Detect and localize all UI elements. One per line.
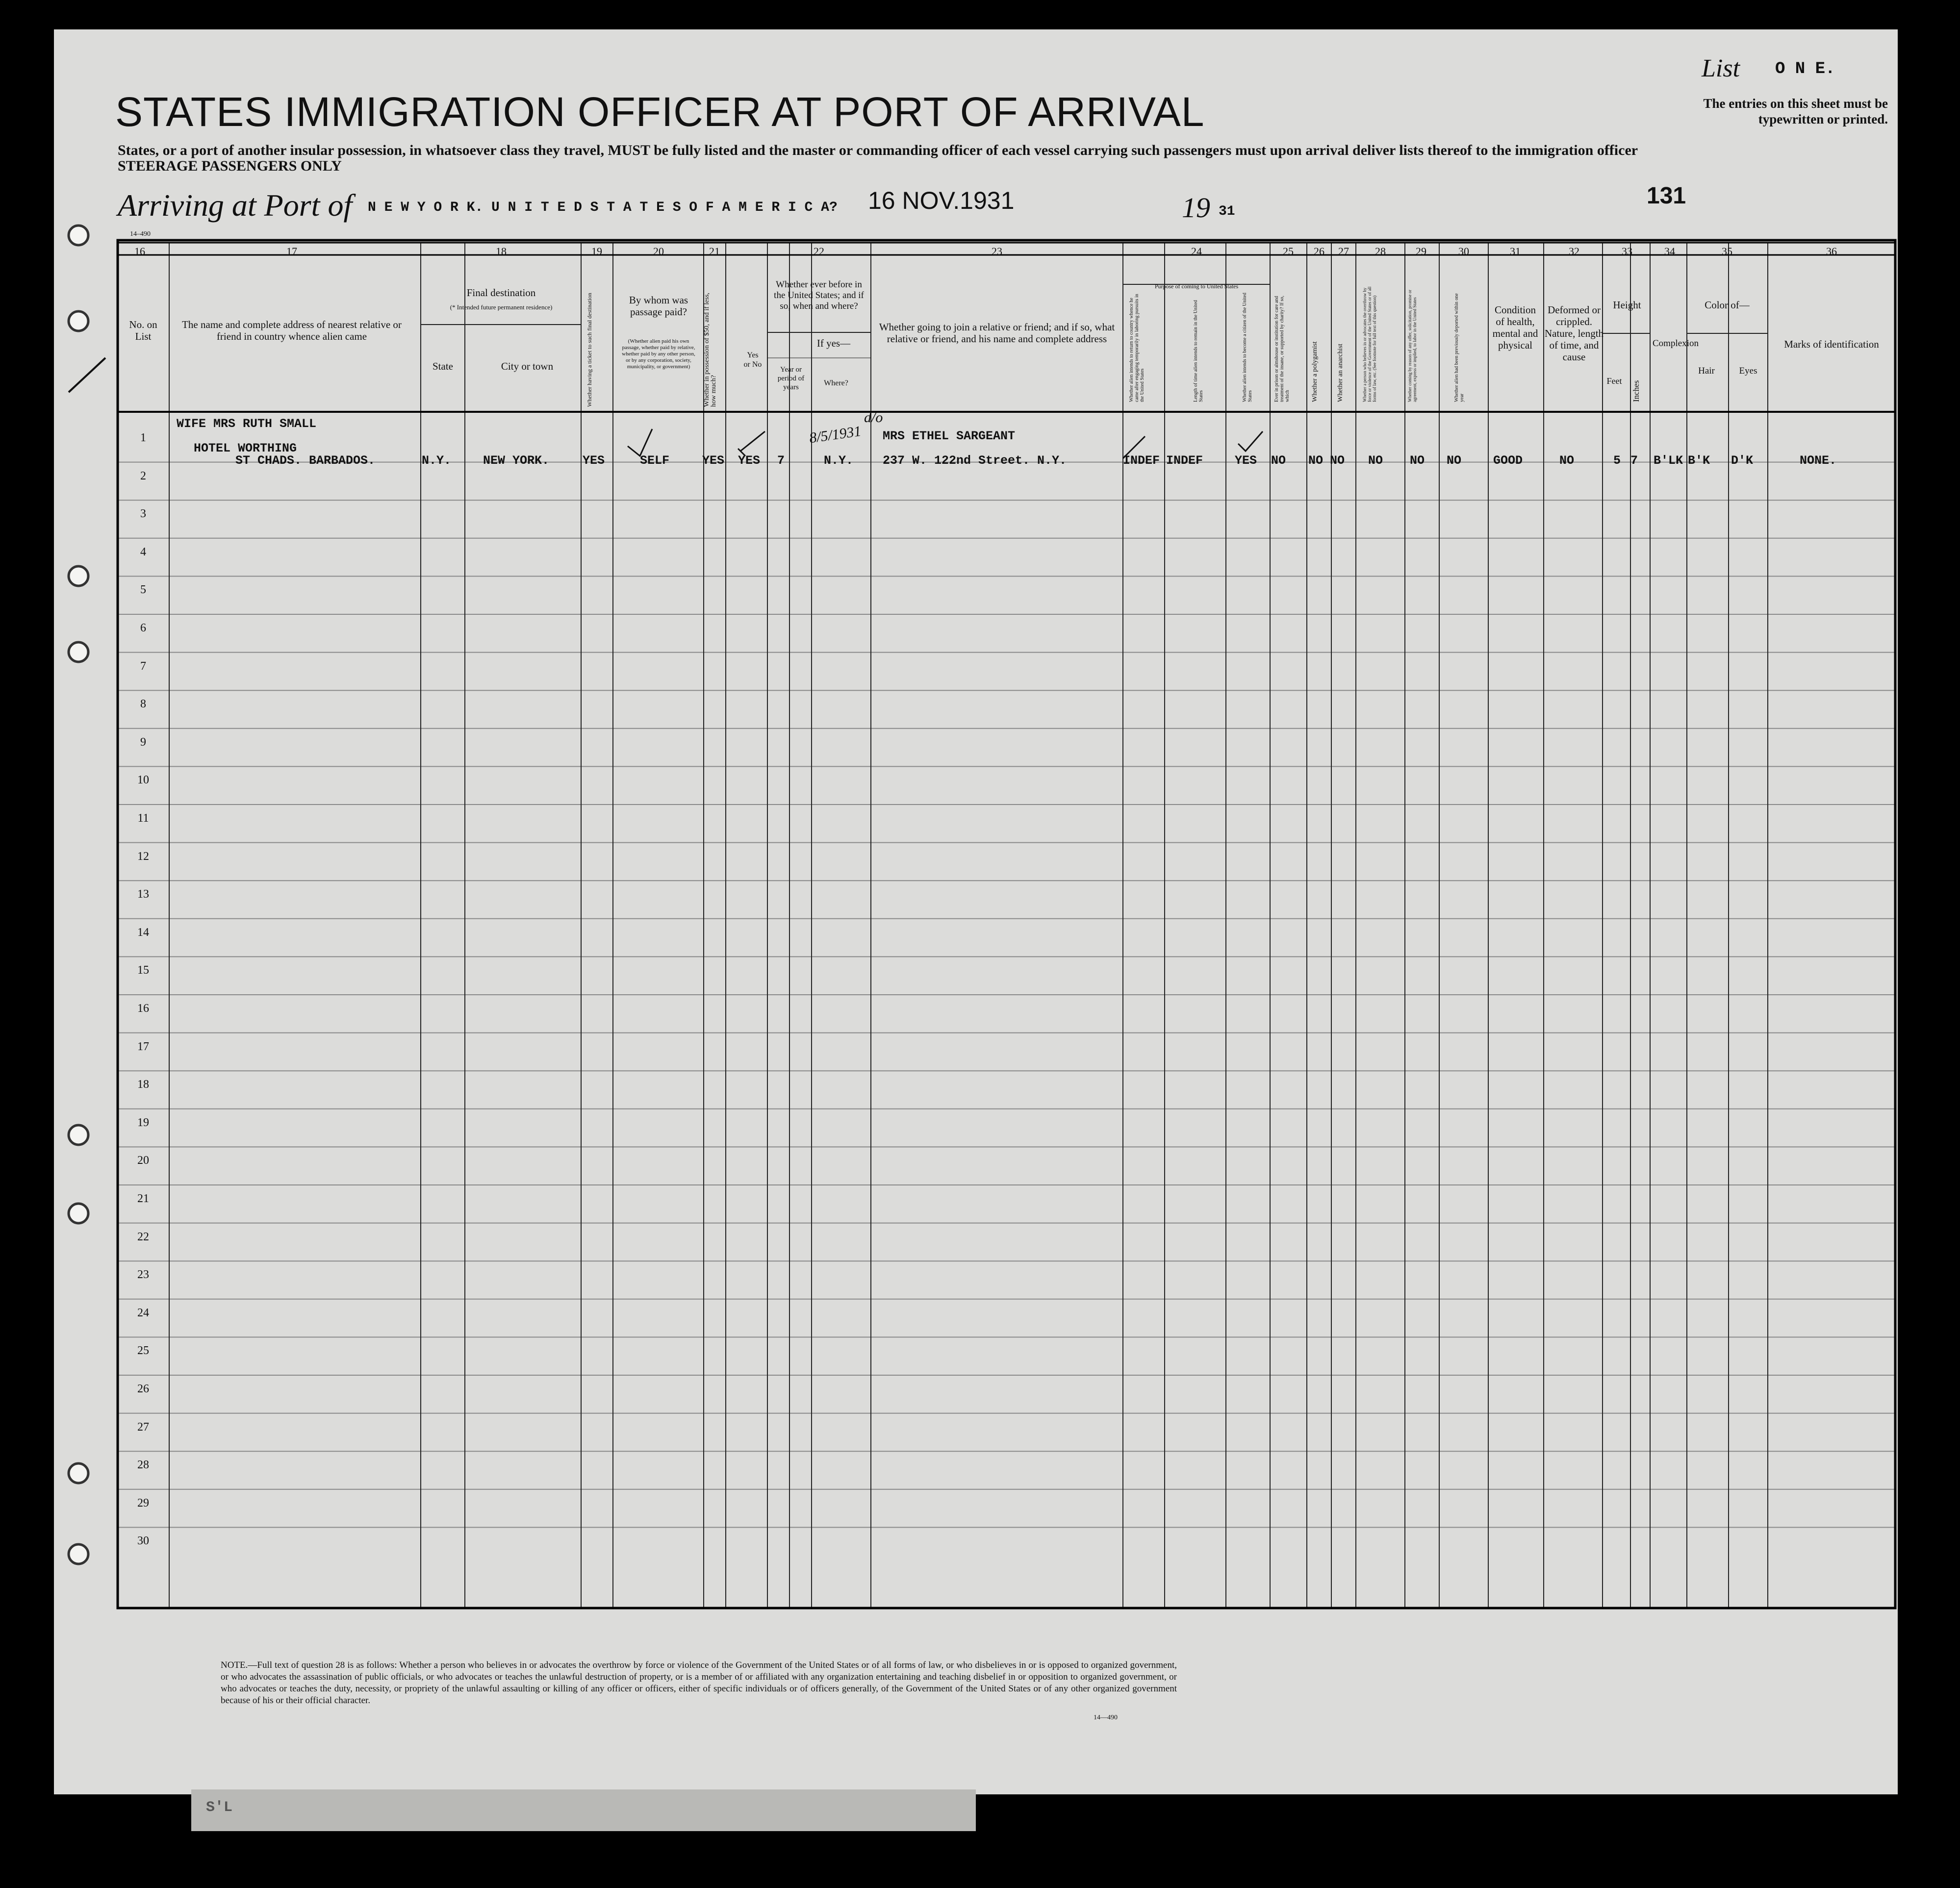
col-number: 26	[1314, 245, 1324, 257]
relative-line-1: WIFE MRS RUTH SMALL	[177, 417, 317, 431]
return-value: INDEF	[1123, 453, 1160, 468]
row-number: 10	[137, 774, 149, 787]
col-header-complexion: Complexion	[1653, 338, 1699, 349]
col-number: 35	[1722, 245, 1732, 257]
row-number: 23	[137, 1268, 149, 1282]
complexion-value: B'LK	[1654, 453, 1683, 468]
col-header-return: Whether alien intends to return to country whence he came after engaging temporarily in laboring pursuits in the United States	[1129, 294, 1145, 402]
anarchist-value: NO	[1330, 453, 1345, 468]
handwritten-date: 8/5/1931	[808, 423, 863, 447]
col-header-ticket: Whether having a ticket to such final destination	[586, 293, 593, 407]
deported-value: NO	[1447, 453, 1462, 468]
col-header-marks: Marks of identification	[1784, 338, 1879, 350]
col-header-eyes: Eyes	[1739, 366, 1757, 376]
row-number: 16	[137, 1002, 149, 1015]
col-number: 34	[1664, 245, 1675, 257]
col-number: 28	[1375, 245, 1386, 257]
col-number: 31	[1510, 245, 1521, 257]
form-number-footer: 14—490	[1094, 1714, 1118, 1721]
punch-hole	[69, 1463, 88, 1483]
polygamist-value: NO	[1308, 453, 1324, 468]
punch-hole	[69, 1544, 88, 1564]
row-number: 12	[137, 850, 149, 863]
col-number: 24	[1191, 245, 1202, 257]
row-number: 17	[137, 1040, 149, 1053]
relative-line-2: HOTEL WORTHING	[194, 441, 297, 455]
col-header-anarchist: Whether an anarchist	[1337, 344, 1344, 402]
eyes-value: D'K	[1731, 453, 1754, 468]
col-header-join: Whether going to join a relative or friend; and if so, what relative or friend, and his name and complete address	[879, 321, 1115, 345]
list-value: O N E.	[1775, 60, 1835, 78]
inches-value: 7	[1630, 453, 1638, 468]
col-number: 16	[134, 245, 145, 257]
row-number: 25	[137, 1344, 149, 1358]
citizen-value: YES	[1235, 453, 1257, 468]
arrival-date: 16 NOV.1931	[868, 187, 1015, 214]
row-number: 9	[140, 735, 146, 749]
punch-hole	[69, 642, 88, 662]
length-value: INDEF	[1166, 453, 1203, 468]
punch-hole	[69, 311, 88, 331]
row-number: 22	[137, 1230, 149, 1243]
col-header-yes-no: Yes or No	[743, 351, 762, 369]
row-number: 30	[137, 1535, 149, 1548]
row-number: 11	[137, 812, 149, 825]
col-header-height: Height	[1613, 299, 1641, 311]
row-number: 14	[137, 926, 149, 939]
table-outline	[118, 240, 1895, 1608]
col-number: 18	[496, 245, 507, 257]
form-subtitle: States, or a port of another insular possession, in whatsoever class they travel, MUST be fully listed and the master or commanding officer of each vessel carrying such passengers must upon arrival deliver lists thereof to the immigration officer	[118, 142, 1638, 158]
ticket-value: YES	[583, 453, 605, 468]
row-number: 3	[140, 507, 146, 521]
row-number: 5	[140, 583, 146, 597]
col-header-state: State	[433, 360, 453, 372]
join-address: 237 W. 122nd Street. N.Y.	[883, 453, 1067, 468]
row-rules	[118, 462, 1895, 1528]
deformed-value: NO	[1559, 453, 1575, 468]
row-number: 13	[137, 888, 149, 901]
year-suffix: 31	[1219, 204, 1235, 219]
col-number: 29	[1416, 245, 1426, 257]
col-number: 20	[653, 245, 664, 257]
col-number: 22	[814, 245, 824, 257]
hair-value: B'K	[1688, 453, 1710, 468]
row-number: 20	[137, 1154, 149, 1167]
marks-value: NONE.	[1800, 453, 1837, 468]
col-number: 23	[992, 245, 1002, 257]
col-header-destination: Final destination	[466, 287, 536, 299]
overthrow-value: NO	[1368, 453, 1383, 468]
before-where-value: N.Y.	[824, 453, 854, 468]
list-label: List	[1702, 54, 1740, 82]
relative-line-3: ST CHADS. BARBADOS.	[235, 453, 376, 468]
col-number: 33	[1622, 245, 1632, 257]
prison-value: NO	[1271, 453, 1286, 468]
col-header-if-yes: If yes—	[816, 337, 851, 349]
form-title: STATES IMMIGRATION OFFICER AT PORT OF ARRIVAL	[115, 89, 1205, 135]
row-number: 4	[140, 545, 146, 558]
row-number: 15	[137, 964, 149, 977]
row-number: 29	[137, 1496, 149, 1510]
check-mark	[628, 429, 652, 456]
footnote: NOTE.—Full text of question 28 is as follows: Whether a person who believes in or advocates the overthrow by force or violence of the Government of the United States or of all forms of law, or who disbelieves in or is opposed to organized government, or who advocates the assassination of public officials, or who advocates or teaches the unlawful destruction of property, or is a member of or affiliated with any organization entertaining and teaching disbelief in or opposition to organized government, or who advocates or teaches the duty, necessity, or propriety of the unlawful assaulting or killing of any officer or officers, either of specific individuals or of officers generally, of the Government of the United States or of any other organized government because of his or their official character.	[221, 1660, 1177, 1706]
row-number: 6	[140, 622, 146, 634]
check-mark	[1238, 431, 1263, 451]
contract-value: NO	[1410, 453, 1425, 468]
paid-by-value: SELF	[640, 453, 670, 468]
punch-holes	[69, 226, 88, 1564]
dest-state: N.Y.	[422, 453, 452, 468]
year-prefix: 19	[1182, 192, 1210, 224]
col-header-relative: The name and complete address of nearest relative or friend in country whence alien came	[182, 319, 402, 342]
fifty-value: YES	[702, 453, 725, 468]
col-number: 17	[286, 245, 297, 257]
punch-hole	[69, 566, 88, 586]
col-header-health: Condition of health, mental and physical	[1492, 304, 1538, 351]
typewritten-notice: The entries on this sheet must be typewritten or printed.	[1703, 96, 1888, 126]
col-header-where: Where?	[824, 379, 848, 387]
feet-value: 5	[1613, 453, 1621, 468]
dest-city: NEW YORK.	[483, 453, 550, 468]
col-header-inches: Inches	[1631, 380, 1641, 402]
punch-hole	[69, 1125, 88, 1145]
punch-hole	[69, 226, 88, 245]
col-header-feet: Feet	[1606, 376, 1622, 386]
row-number: 24	[137, 1306, 149, 1319]
strip-text: S'L	[206, 1799, 233, 1816]
row-number: 27	[137, 1420, 149, 1434]
col-header-city: City or town	[501, 360, 554, 372]
col-header-deformed: Deformed or crippled. Nature, length of time, and cause	[1544, 304, 1604, 363]
column-rules	[169, 243, 1895, 1608]
col-number: 36	[1826, 245, 1837, 257]
col-number: 25	[1283, 245, 1294, 257]
form-number: 14–490	[130, 230, 151, 238]
col-header-hair: Hair	[1698, 366, 1715, 376]
col-header-previous: Whether ever before in the United States; and if so, when and where?	[774, 279, 864, 311]
check-mark	[740, 431, 765, 451]
col-header-fifty: Whether in possession of $50, and if less, how much?	[703, 293, 717, 407]
arriving-label: Arriving at Port of	[118, 188, 353, 223]
handwritten-note: d/o	[864, 409, 883, 426]
row-number: 21	[137, 1192, 149, 1205]
col-header-no-on-list: No. on List	[129, 319, 157, 342]
row-number: 19	[137, 1116, 149, 1129]
col-number: 27	[1338, 245, 1349, 257]
col-header-deported: Whether alien had been previously deported within one year	[1454, 293, 1465, 402]
col-header-passage: By whom was passage paid?	[629, 294, 688, 318]
col-header-passage-note: (Whether alien paid his own passage, whether paid by relative, whether paid by any other person, or by any corporation, society, municipality, or government)	[622, 338, 695, 370]
col-header-contract: Whether coming by reason of any offer, solicitation, promise or agreement, express or implied, to labor in the United States	[1407, 289, 1417, 402]
col-header-purpose: Purpose of coming to United States	[1154, 283, 1239, 290]
row-number: 28	[137, 1459, 149, 1472]
col-header-destination-note: (* Intended future permanent residence)	[450, 303, 553, 311]
col-header-polygamist: Whether a polygamist	[1311, 341, 1319, 402]
col-number: 30	[1458, 245, 1469, 257]
col-number: 32	[1569, 245, 1579, 257]
row-number: 7	[140, 659, 146, 673]
page-number: 131	[1647, 183, 1686, 209]
row-number: 1	[140, 431, 146, 444]
col-header-length: Length of time alien intends to remain in the United States	[1193, 300, 1204, 402]
row-number: 18	[137, 1078, 149, 1091]
col-header-color: Color of—	[1705, 299, 1750, 311]
before-years-value: 7	[777, 453, 785, 468]
before-yes-value: YES	[738, 453, 761, 468]
col-header-citizen: Whether alien intends to become a citizen of the United States	[1242, 293, 1253, 402]
health-value: GOOD	[1493, 453, 1523, 468]
col-number: 19	[591, 245, 602, 257]
col-number: 21	[709, 245, 720, 257]
col-header-overthrow: Whether a person who believes in or advocates the overthrow by force or violence of the Government of the United States or of all forms of law, etc. (See footnote for full text of this question)	[1362, 286, 1377, 402]
row-number: 26	[137, 1383, 149, 1395]
punch-hole	[69, 1204, 88, 1223]
col-header-year: Year or period of years	[777, 366, 805, 391]
steerage-label: STEERAGE PASSENGERS ONLY	[118, 158, 342, 174]
pencil-mark	[69, 358, 105, 392]
join-name: MRS ETHEL SARGEANT	[883, 429, 1016, 443]
port-value: N E W Y O R K. U N I T E D S T A T E S O F A M E R I C A?	[368, 200, 838, 215]
row-number: 2	[140, 469, 146, 482]
col-header-prison: Ever in prison or almshouse or institution for care and treatment of the insane, or supported by charity? If so, which	[1274, 296, 1290, 402]
row-number: 8	[140, 698, 146, 711]
